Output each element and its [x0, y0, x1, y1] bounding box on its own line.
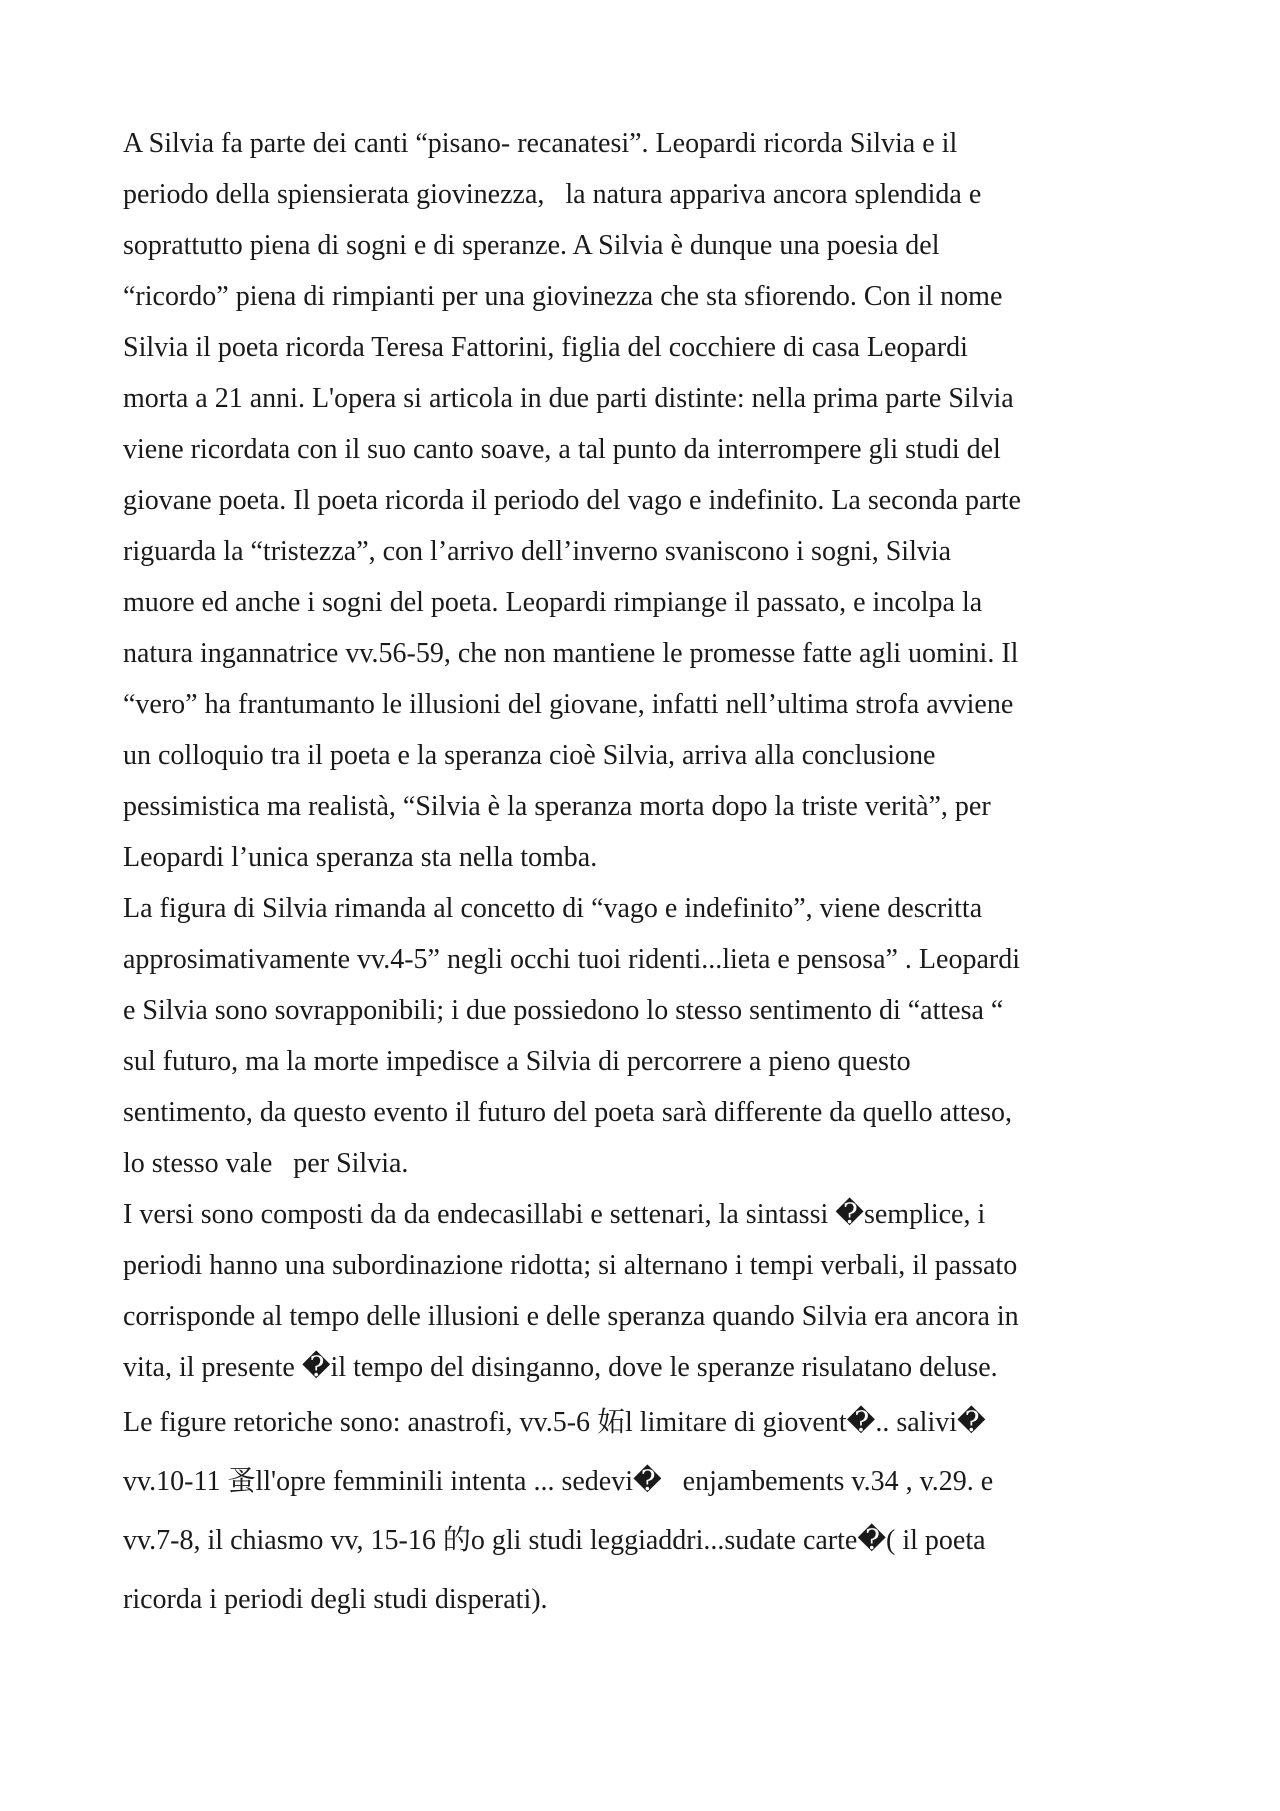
text-line: lo stesso vale per Silvia.: [123, 1148, 409, 1179]
text-line: vv.10-11 蚤ll'opre femminili intenta ... sedevi� enjambements v.34 , v.29. e: [123, 1466, 994, 1497]
text-line: un colloquio tra il poeta e la speranza cioè Silvia, arriva alla conclusione: [123, 740, 936, 771]
text-line: corrisponde al tempo delle illusioni e delle speranza quando Silvia era ancora in: [123, 1301, 1019, 1332]
text-line: natura ingannatrice vv.56-59, che non mantiene le promesse fatte agli uomini. Il: [123, 638, 1019, 669]
text-line: riguarda la “tristezza”, con l’arrivo dell’inverno svaniscono i sogni, Silvia: [123, 536, 952, 567]
text-line: soprattutto piena di sogni e di speranze. A Silvia è dunque una poesia del: [123, 230, 940, 261]
text-line: e Silvia sono sovrapponibili; i due possiedono lo stesso sentimento di “attesa “: [123, 995, 1004, 1026]
text-line: pessimistica ma realistà, “Silvia è la speranza morta dopo la triste verità”, per: [123, 791, 991, 822]
text-line: approsimativamente vv.4-5” negli occhi tuoi ridenti...lieta e pensosa” . Leopardi: [123, 944, 1020, 975]
text-line: “vero” ha frantumanto le illusioni del giovane, infatti nell’ultima strofa avviene: [123, 689, 1014, 720]
text-line: La figura di Silvia rimanda al concetto di “vago e indefinito”, viene descritta: [123, 893, 983, 924]
text-line: Le figure retoriche sono: anastrofi, vv.5-6 妬l limitare di giovent�.. salivi�: [123, 1407, 986, 1438]
text-line: periodi hanno una subordinazione ridotta; si alternano i tempi verbali, il passato: [123, 1250, 1018, 1281]
text-line: giovane poeta. Il poeta ricorda il periodo del vago e indefinito. La seconda parte: [123, 485, 1021, 516]
text-line: vv.7-8, il chiasmo vv, 15-16 的o gli studi leggiaddri...sudate carte�( il poeta: [123, 1525, 986, 1556]
text-line: Silvia il poeta ricorda Teresa Fattorini, figlia del cocchiere di casa Leopardi: [123, 332, 968, 363]
text-line: sentimento, da questo evento il futuro del poeta sarà differente da quello atteso,: [123, 1097, 1012, 1128]
text-line: A Silvia fa parte dei canti “pisano- recanatesi”. Leopardi ricorda Silvia e il: [123, 128, 958, 159]
text-line: I versi sono composti da da endecasillabi e settenari, la sintassi �semplice, i: [123, 1199, 986, 1230]
text-line: “ricordo” piena di rimpianti per una giovinezza che sta sfiorendo. Con il nome: [123, 281, 1003, 312]
text-line: vita, il presente �il tempo del disinganno, dove le speranze risulatano deluse.: [123, 1352, 998, 1383]
text-line: muore ed anche i sogni del poeta. Leopardi rimpiange il passato, e incolpa la: [123, 587, 983, 618]
text-line: Leopardi l’unica speranza sta nella tomba.: [123, 842, 598, 873]
text-line: viene ricordata con il suo canto soave, a tal punto da interrompere gli studi del: [123, 434, 1001, 465]
text-line: morta a 21 anni. L'opera si articola in due parti distinte: nella prima parte Silvia: [123, 383, 1014, 414]
text-line: sul futuro, ma la morte impedisce a Silvia di percorrere a pieno questo: [123, 1046, 911, 1077]
text-line: periodo della spiensierata giovinezza, la natura appariva ancora splendida e: [123, 179, 982, 210]
text-line: ricorda i periodi degli studi disperati).: [123, 1584, 548, 1615]
document-body: [123, 118, 1183, 1629]
